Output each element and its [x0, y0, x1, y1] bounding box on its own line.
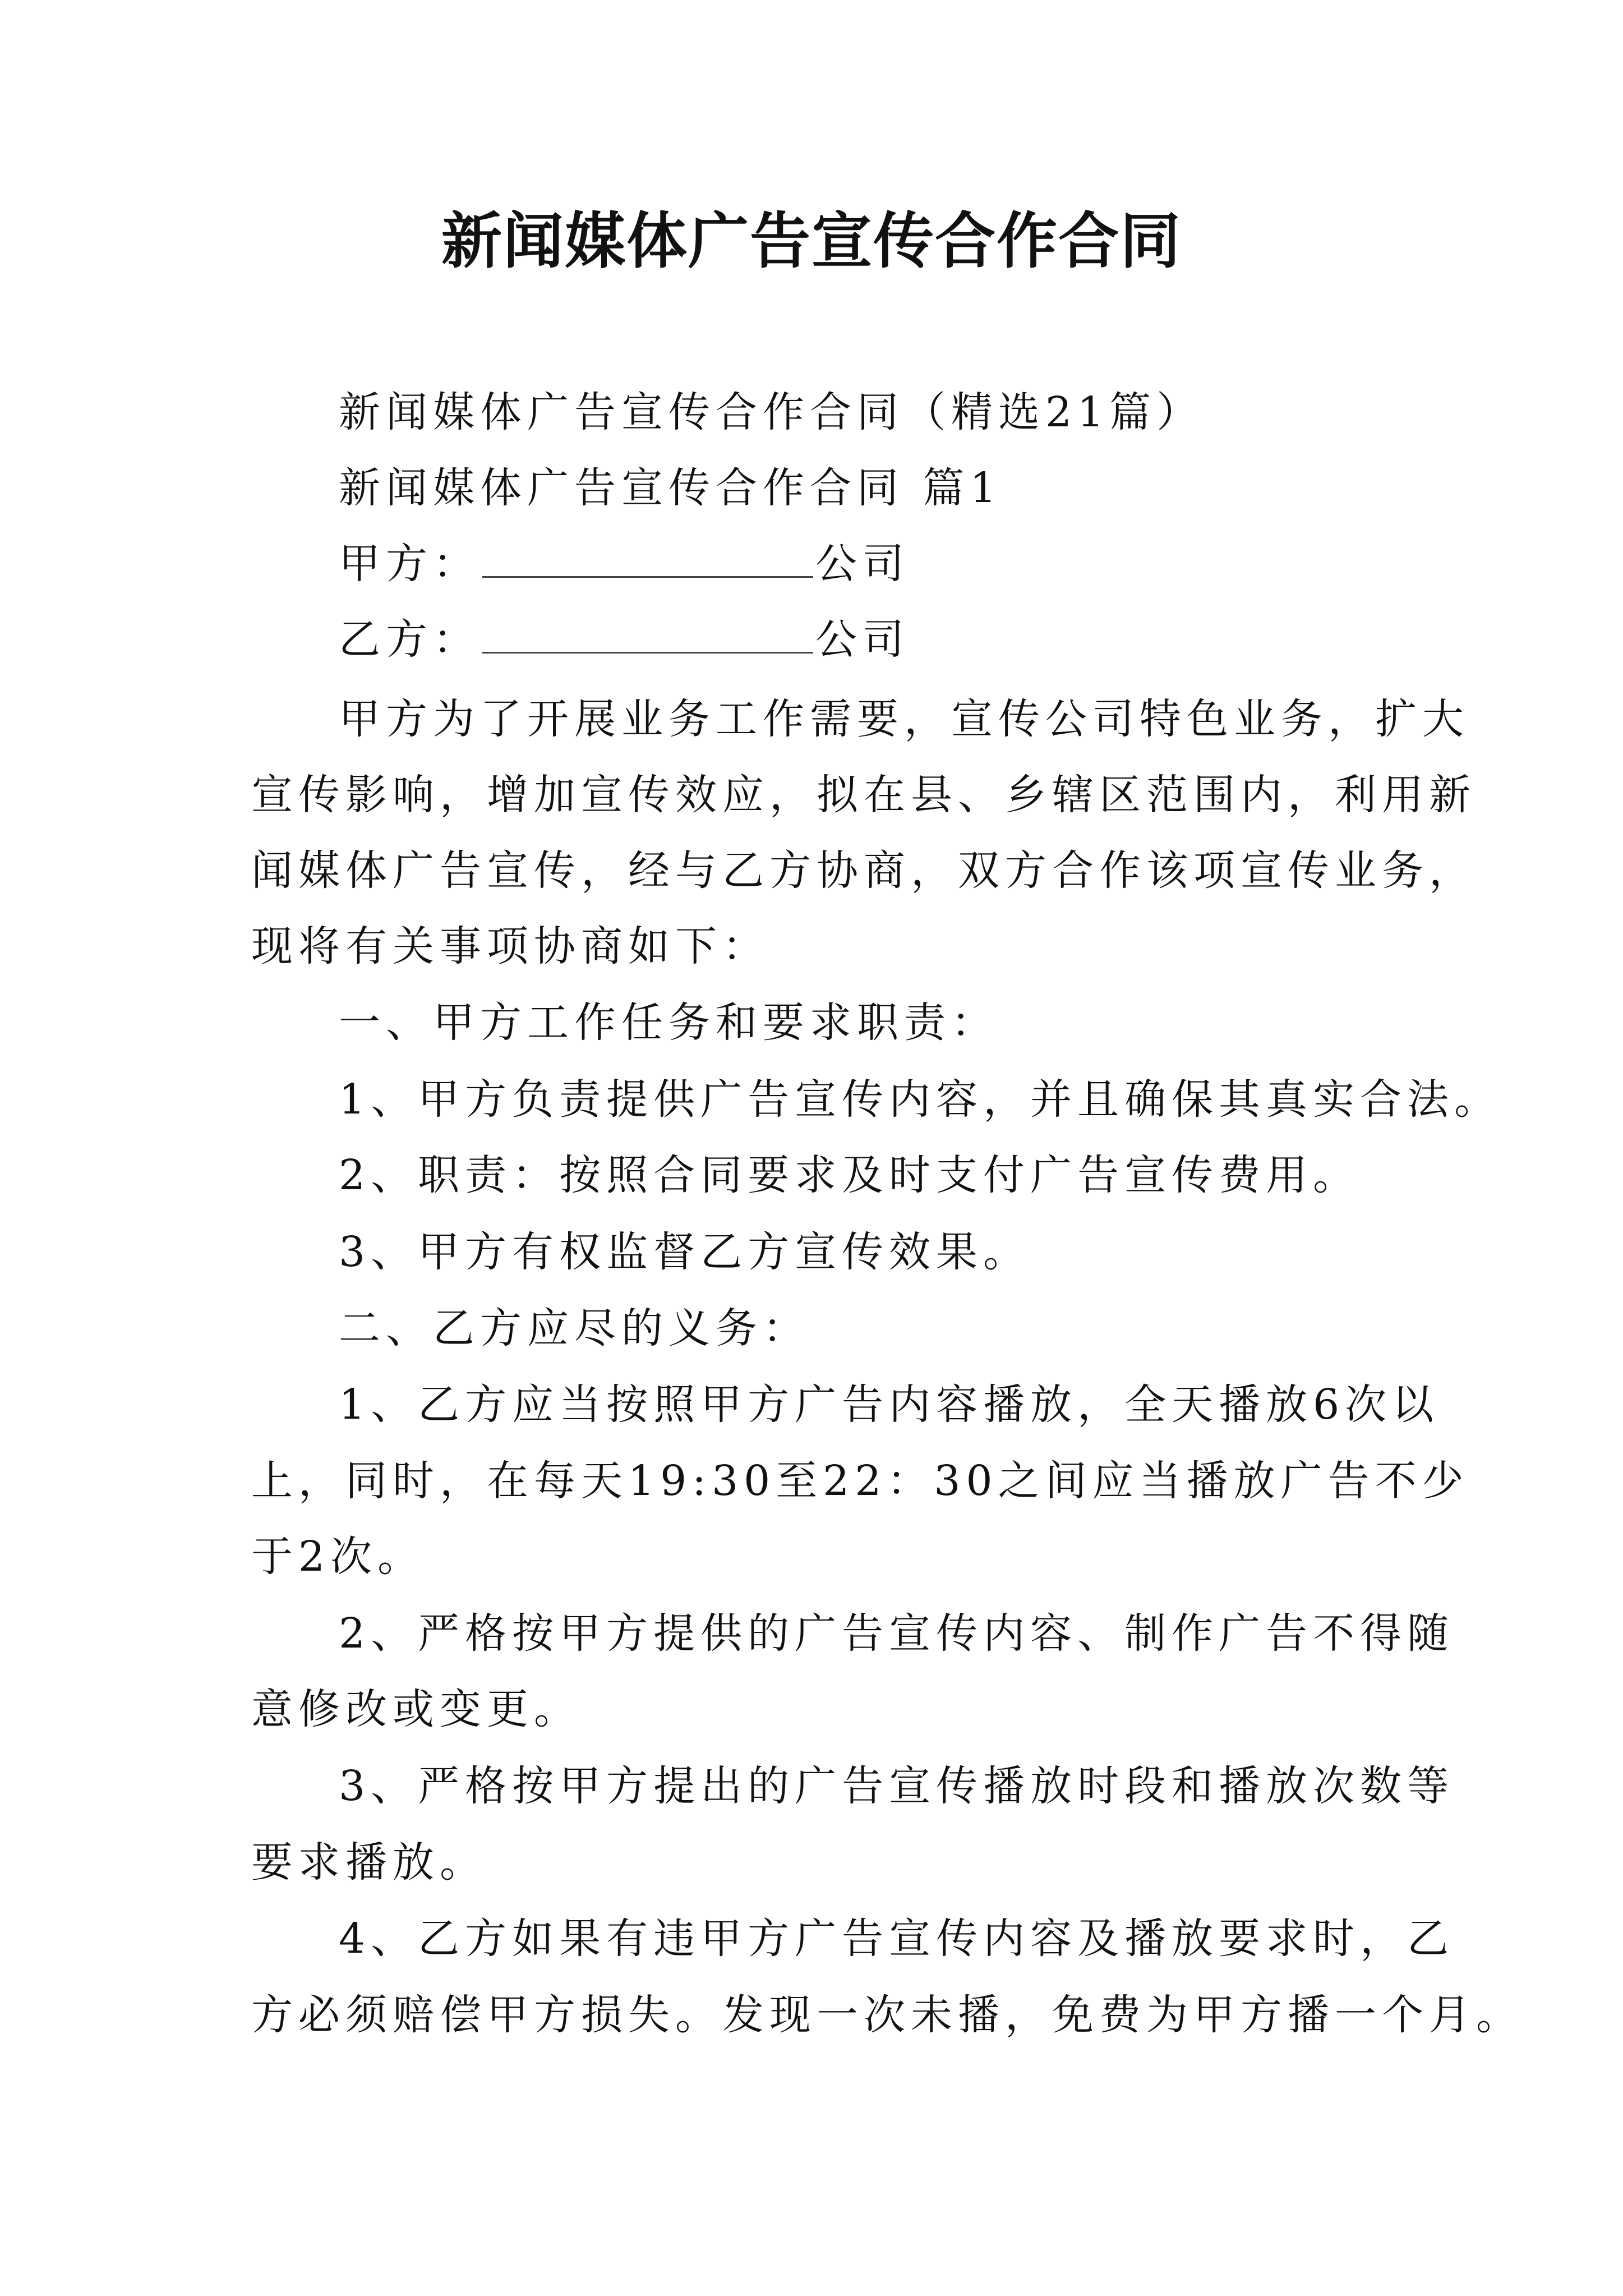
section1-heading: 一、甲方工作任务和要求职责： [339, 999, 998, 1047]
party-a-blank [482, 541, 813, 578]
party-a-suffix: 公司 [815, 540, 910, 588]
section2-item2-line: 2、严格按甲方提供的广告宣传内容、制作广告不得随 [339, 1609, 1455, 1658]
section2-heading: 二、乙方应尽的义务： [339, 1304, 810, 1352]
section2-item3-line: 3、严格按甲方提出的广告宣传播放时段和播放次数等 [339, 1762, 1455, 1810]
intro-line: 现将有关事项协商如下： [251, 922, 769, 970]
section2-item4-line: 方必须赔偿甲方损失。发现一次未播，免费为甲方播一个月。 [251, 1991, 1523, 2039]
party-a-line [339, 536, 910, 592]
section-heading: 新闻媒体广告宣传合作合同 篇1 [339, 464, 1002, 512]
party-a-label: 甲方： [339, 540, 480, 588]
section1-item: 3、甲方有权监督乙方宣传效果。 [339, 1228, 1031, 1276]
section2-item4-line: 4、乙方如果有违甲方广告宣传内容及播放要求时，乙 [339, 1915, 1455, 1963]
section2-item1-line: 1、乙方应当按照甲方广告内容播放，全天播放6次以 [339, 1381, 1440, 1429]
document-title: 新闻媒体广告宣传合作合同 [441, 206, 1182, 277]
intro-line: 甲方为了开展业务工作需要，宣传公司特色业务，扩大 [339, 695, 1469, 743]
intro-line: 闻媒体广告宣传，经与乙方协商，双方合作该项宣传业务， [251, 846, 1476, 895]
section1-item: 2、职责：按照合同要求及时支付广告宣传费用。 [339, 1151, 1361, 1199]
section2-item3-line: 要求播放。 [251, 1838, 487, 1887]
section2-item1-line: 于2次。 [251, 1533, 425, 1581]
section1-item: 1、甲方负责提供广告宣传内容，并且确保其真实合法。 [339, 1075, 1502, 1124]
section2-item1-line: 上，同时，在每天19:30至22：30之间应当播放广告不少 [251, 1457, 1469, 1505]
subtitle: 新闻媒体广告宣传合作合同（精选21篇） [339, 388, 1204, 436]
party-b-suffix: 公司 [815, 615, 910, 664]
party-b-label: 乙方： [339, 615, 480, 664]
section2-item2-line: 意修改或变更。 [251, 1685, 581, 1733]
intro-line: 宣传影响，增加宣传效应，拟在县、乡辖区范围内，利用新 [251, 771, 1476, 819]
party-b-blank [482, 617, 813, 654]
party-b-line [339, 611, 910, 668]
